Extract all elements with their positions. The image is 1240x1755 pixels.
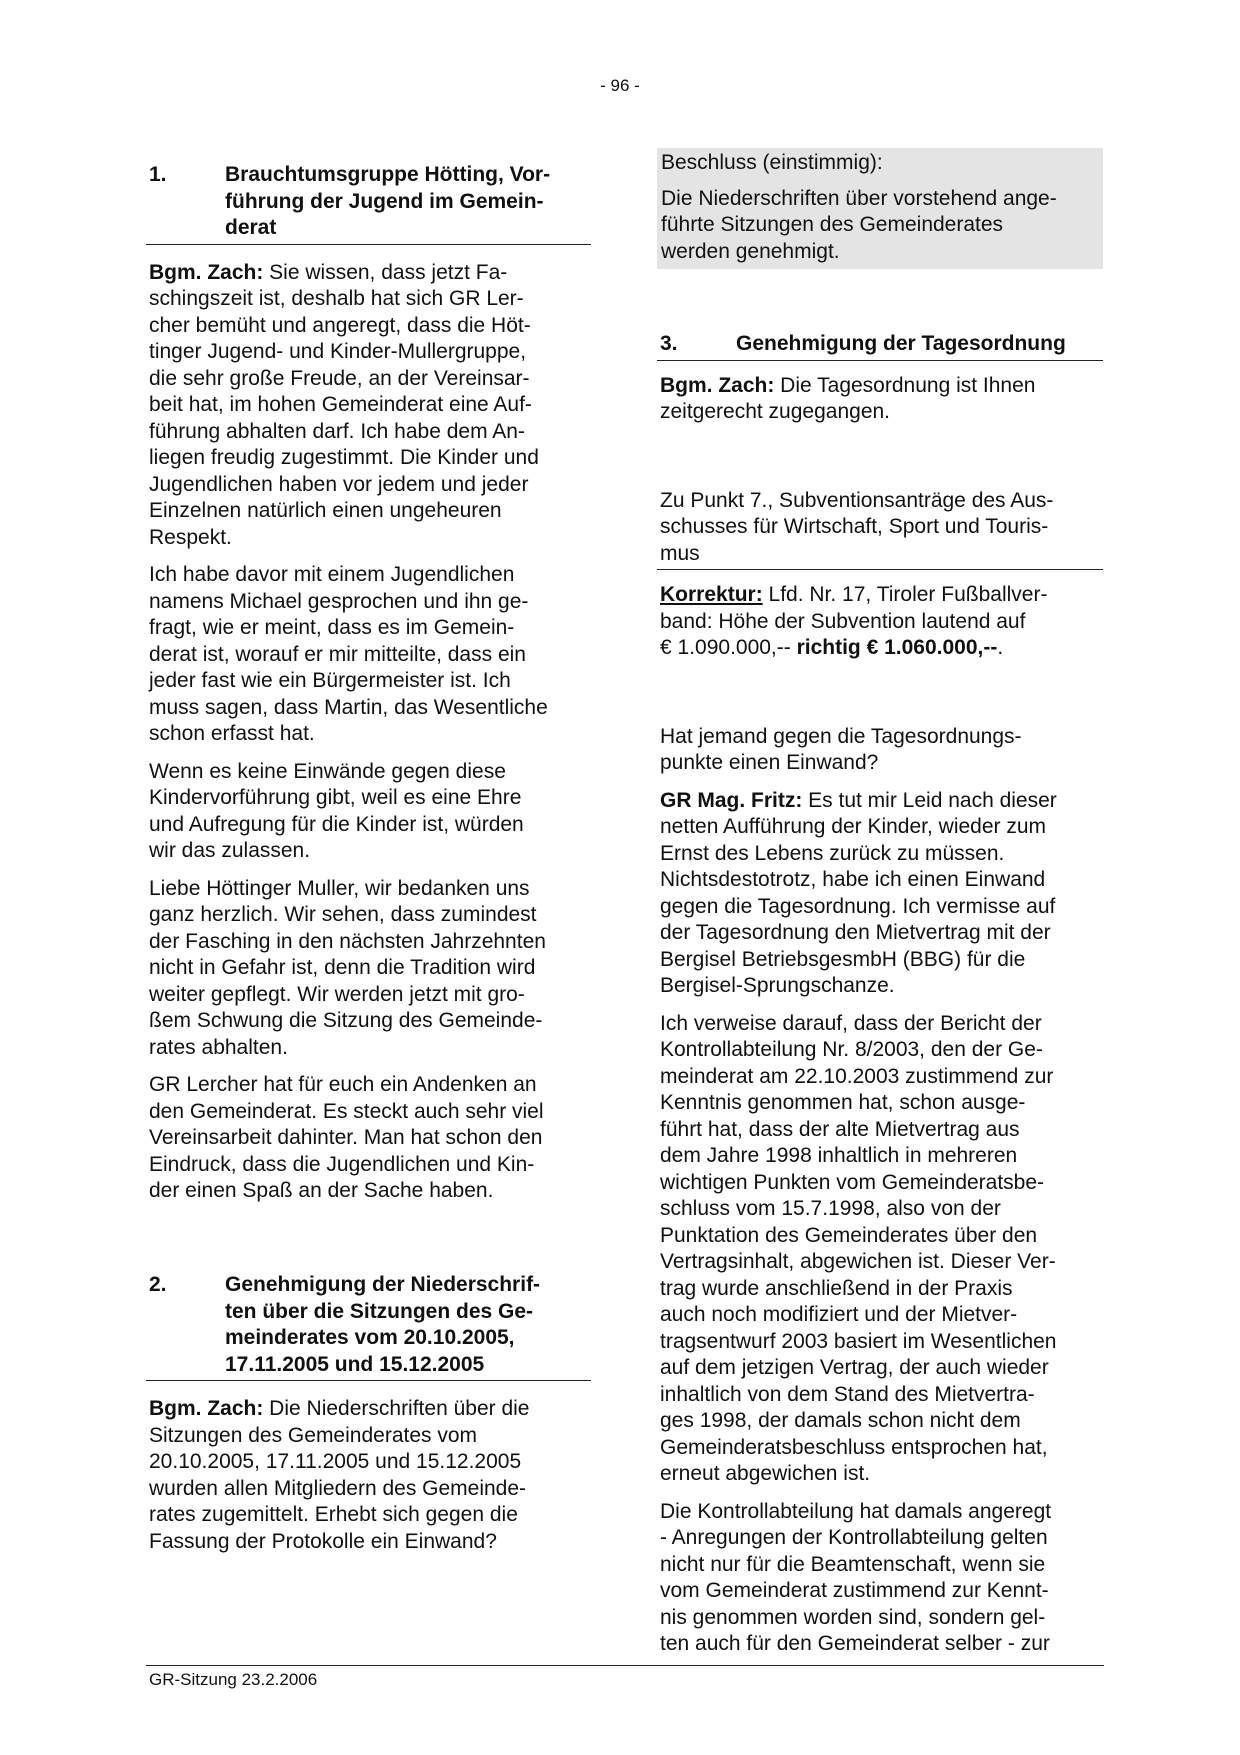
paragraph: Ich verweise darauf, dass der Bericht der Kontrollabteilung Nr. 8/2003, den der Ge- meinderat am 22.10.2003 zustimmend zur Kenntnis genommen hat, schon ausge- führt hat, dass der alte Mietvertrag aus dem Jahre 1998 inhaltlich in mehreren wichtigen Punkten vom Gemeinderatsbe- schluss vom 15.7.1998, also von der Punktation des Gemeinderates über den Vertragsinhalt, abgewichen ist. Dieser Ver- trag wurde anschließend in der Praxis auch noch modifiziert und der Mietver- tragsentwurf 2003 basiert im Wesentlichen auf dem jetzigen Vertrag, der auch wieder inhaltlich von dem Stand des Mietvertra- ges 1998, der damals schon nicht dem Gemeinderatsbeschluss entsprochen hat, erneut abgewichen ist. [660,1011,1057,1485]
paragraph: GR Lercher hat für euch ein Andenken an den Gemeinderat. Es steckt auch sehr viel Vereinsarbeit dahinter. Man hat schon den Eindruck, dass die Jugendlichen und Kin- der einen Spaß an der Sache haben. [149,1073,544,1202]
paragraph-text: Die Tagesordnung ist Ihnen zeitgerecht zugegangen. [660,373,1036,423]
section-1-heading [146,162,591,245]
correction-label: Korrektur: [660,583,763,606]
speaker: Bgm. Zach: [149,260,264,284]
decision-box [657,148,1103,269]
paragraph [149,1396,591,1555]
agenda-item-note: Zu Punkt 7., Subventionsanträge des Aus- schusses für Wirtschaft, Sport und Touris- mus [660,488,1054,565]
paragraph: Hat jemand gegen die Tagesordnungs- punkte einen Einwand? [660,724,1022,774]
paragraph-text: Lfd. Nr. 17, Tiroler Fußballver- band: Höhe der Subvention lautend auf € 1.090.000,-- [660,583,1048,659]
section-2 [146,1272,591,1566]
speaker: Bgm. Zach: [660,373,775,397]
paragraph-text: Die Niederschriften über die Sitzungen des Gemeinderates vom 20.10.2005, 17.11.2005 und 15.12.2005 wurden allen Mitgliedern des Gemeinde- rates zugemittelt. Erhebt sich gegen die Fassung der Protokolle ein Einwand? [149,1397,530,1553]
paragraph [149,260,591,552]
decision-label: Beschluss (einstimmig): [661,151,883,174]
section-title: Genehmigung der Tagesordnung [736,332,1066,355]
paragraph: Ich habe davor mit einem Jugendlichen namens Michael gesprochen und ihn ge- fragt, wie er meint, dass es im Gemein- derat ist, worauf er mir mitteilte, dass ein jeder fast wie ein Bürgermeister ist. Ich muss sagen, dass Martin, das Wesentliche schon erfasst hat. [149,563,548,745]
section-title: Brauchtumsgruppe Hötting, Vor- führung der Jugend im Gemein- derat [225,163,551,239]
section-number: 1. [149,163,167,186]
section-number: 2. [149,1273,167,1296]
section-3-heading [657,331,1103,361]
paragraph: Liebe Höttinger Muller, wir bedanken uns ganz herzlich. Wir sehen, dass zumindest der Fasching in den nächsten Jahrzehnten nicht in Gefahr ist, denn die Tradition wird weiter gepflegt. Wir werden jetzt mit gro- ßem Schwung die Sitzung des Gemeinde- rates abhalten. [149,876,546,1059]
page-number: - 96 - [600,76,640,95]
paragraph-text: . [997,636,1004,659]
section-2-heading [146,1272,591,1381]
section-1 [146,162,591,1216]
section-title: Genehmigung der Niederschrif- ten über die Sitzungen des Ge- meinderates vom 20.10.2005, 17.11.2005 und 15.12.2005 [225,1273,541,1376]
section-number: 3. [660,332,678,355]
paragraph-text: Es tut mir Leid nach dieser netten Aufführung der Kinder, wieder zum Ernst des Lebens zurück zu müssen. Nichtsdestotrotz, habe ich einen Einwand gegen die Tagesordnung. Ich vermisse auf der Tagesordnung den Mietvertrag mit der Bergisel BetriebsgesmbH (BBG) für die Bergisel-Sprungschanze. [660,788,1057,997]
paragraph [660,373,1103,426]
speaker: Bgm. Zach: [149,1397,264,1420]
paragraph [660,788,1103,1000]
footer-divider [146,1665,1104,1666]
paragraph: Wenn es keine Einwände gegen diese Kindervorführung gibt, weil es eine Ehre und Aufregung für die Kinder ist, würden wir das zulassen. [149,759,524,862]
speaker: GR Mag. Fritz: [660,788,803,812]
correction-value: richtig € 1.060.000,-- [796,636,998,659]
section-3 [657,331,1103,1669]
correction-paragraph [660,582,1103,662]
footer-text: GR-Sitzung 23.2.2006 [149,1670,318,1689]
decision-text: Die Niederschriften über vorstehend ange- führte Sitzungen des Gemeinderates werden genehmigt. [661,186,1057,263]
paragraph-text: Sie wissen, dass jetzt Fa- schingszeit ist, deshalb hat sich GR Ler- cher bemüht und angeregt, dass die Höt- tinger Jugend- und Kinder-Mullergruppe, die sehr große Freude, an der Vereinsar- beit hat, im hohen Gemeinderat eine Auf- führung abhalten darf. Ich habe dem An- liegen freudig zugestimmt. Die Kinder und Jugendlichen haben vor jedem und jeder Einzelnen natürlich einen ungeheuren Respekt. [149,260,539,549]
paragraph: Die Kontrollabteilung hat damals angeregt - Anregungen der Kontrollabteilung gelten nicht nur für die Beamtenschaft, wenn sie vom Gemeinderat zustimmend zur Kennt- nis genommen worden sind, sondern gel- ten auch für den Gemeinderat selber - zur [660,1499,1052,1655]
